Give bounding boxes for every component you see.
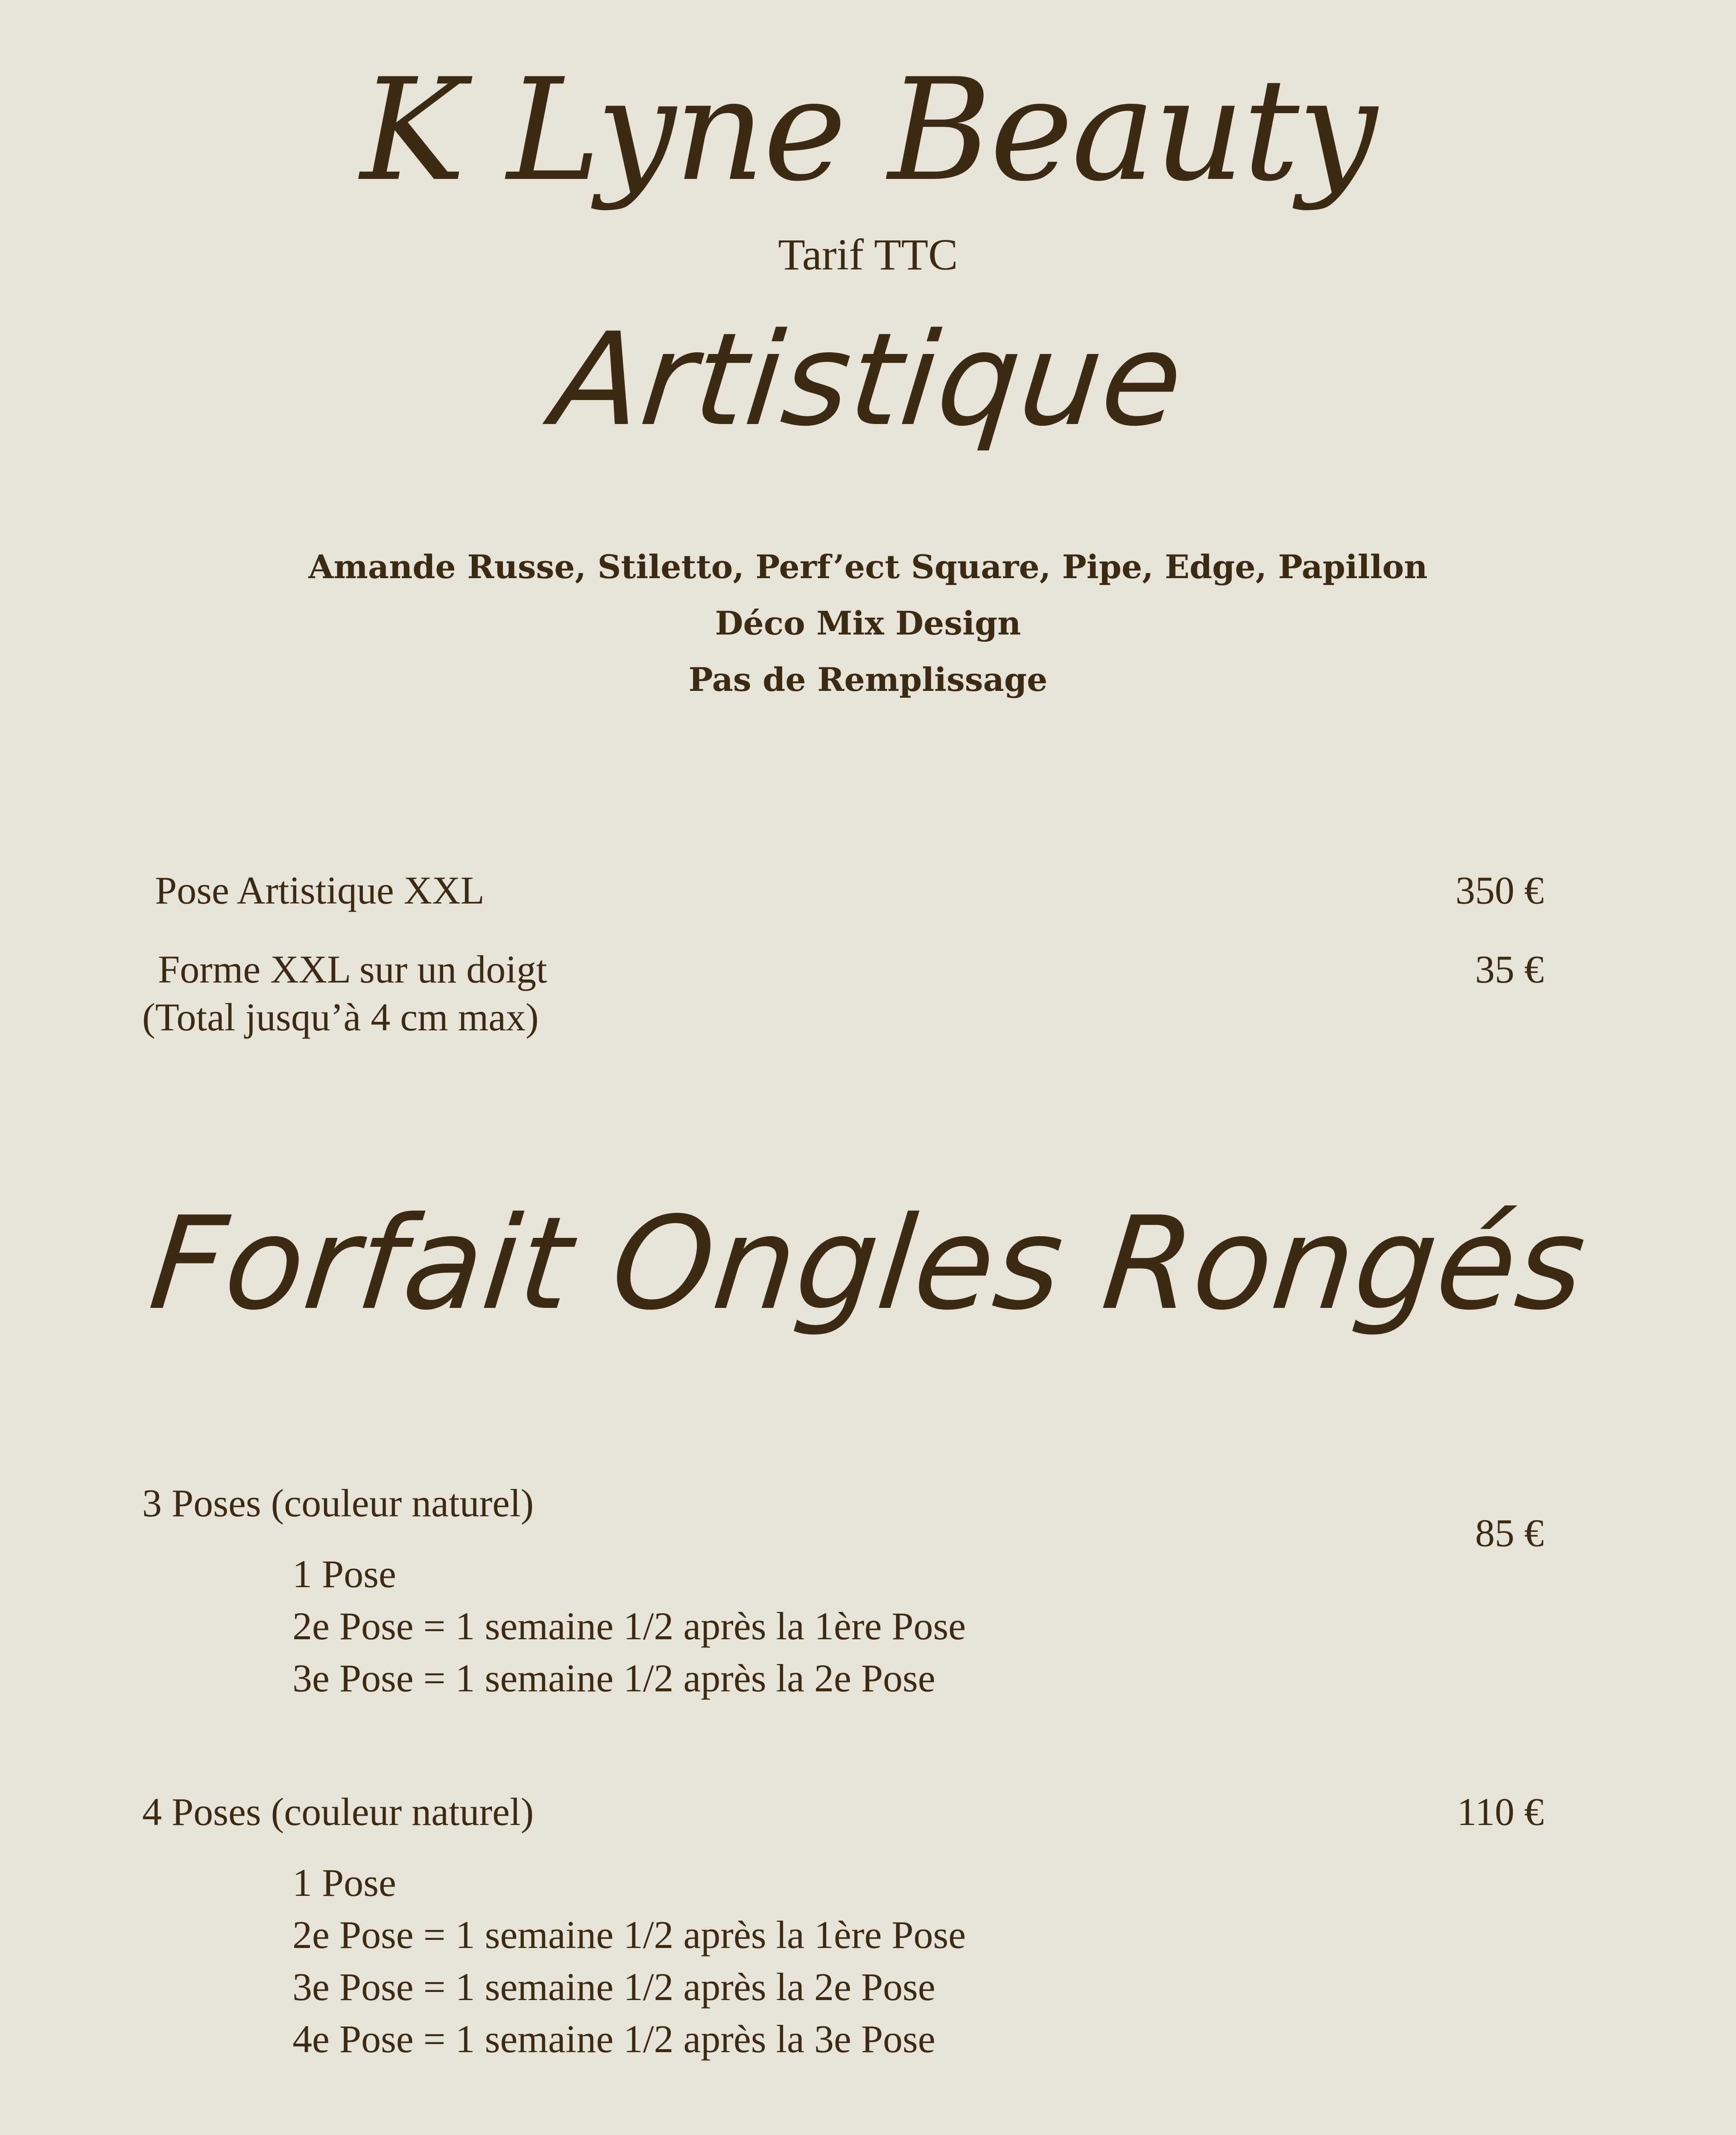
package-step: 4e Pose = 1 semaine 1/2 après la 3e Pose [292, 2017, 935, 2061]
package-label: 4 Poses (couleur naturel) [142, 1790, 534, 1834]
section-title-forfait: Forfait Ongles Rongés [143, 1189, 1593, 1338]
package-price: 110 € [1457, 1790, 1544, 1834]
price-item-label: Forme XXL sur un doigt [158, 948, 547, 991]
price-item-note: (Total jusqu’à 4 cm max) [142, 995, 539, 1039]
package-step: 3e Pose = 1 semaine 1/2 après la 2e Pose [292, 1965, 935, 2009]
package-step: 3e Pose = 1 semaine 1/2 après la 2e Pose [292, 1656, 935, 1700]
artistique-styles-line: Amande Russe, Stiletto, Perf’ect Square, Pipe, Edge, Papillon [308, 548, 1428, 586]
price-item-value: 35 € [1475, 948, 1544, 991]
price-item-label: Pose Artistique XXL [155, 869, 485, 912]
package-label: 3 Poses (couleur naturel) [142, 1481, 534, 1525]
package-step: 1 Pose [292, 1861, 396, 1904]
brand-title: K Lyne Beauty [360, 48, 1376, 212]
artistique-deco-line: Déco Mix Design [715, 604, 1021, 642]
package-step: 2e Pose = 1 semaine 1/2 après la 1ère Pose [292, 1913, 966, 1957]
package-price: 85 € [1475, 1511, 1544, 1555]
section-title-artistique: Artistique [546, 305, 1190, 454]
price-item-value: 350 € [1455, 869, 1544, 912]
artistique-note-line: Pas de Remplissage [688, 661, 1048, 699]
tarif-subtitle: Tarif TTC [778, 230, 958, 279]
package-step: 2e Pose = 1 semaine 1/2 après la 1ère Pose [292, 1604, 966, 1648]
package-step: 1 Pose [292, 1552, 396, 1596]
